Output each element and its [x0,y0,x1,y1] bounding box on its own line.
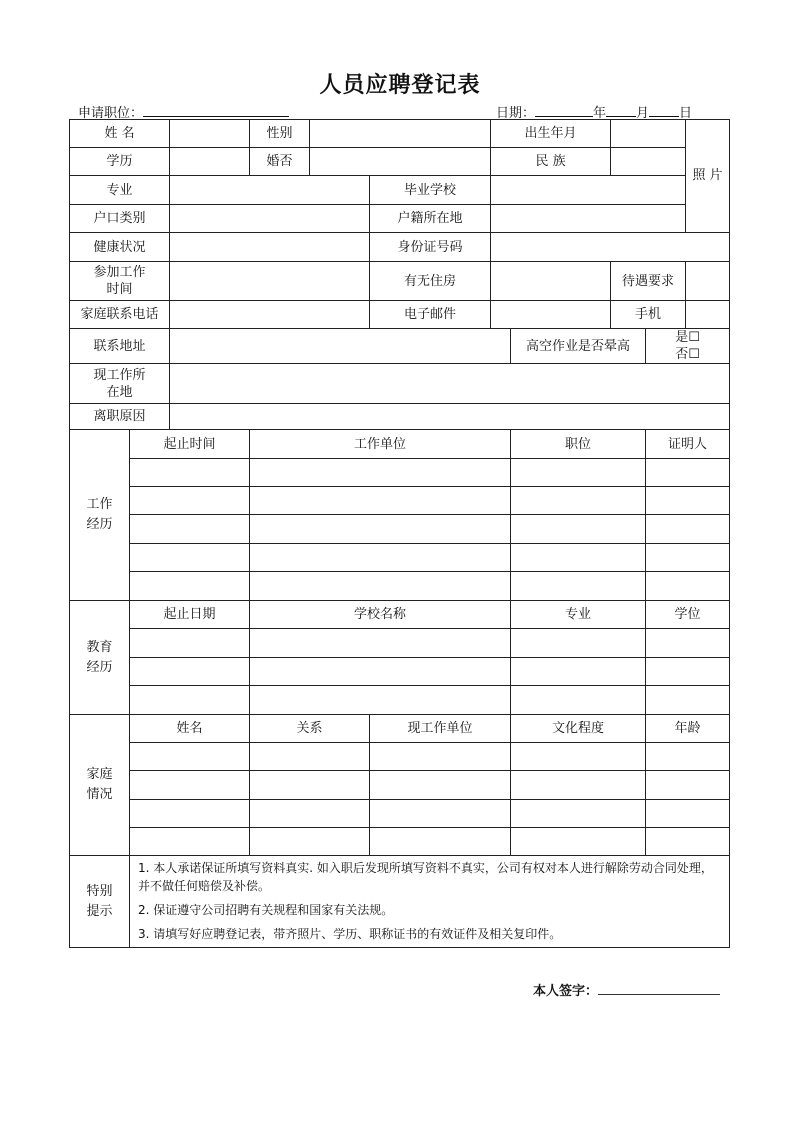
housing-label: 有无住房 [370,262,491,301]
edu-major-cell[interactable] [511,629,646,658]
work-header-referee: 证明人 [646,430,730,459]
gender-label: 性别 [250,120,310,148]
work-header-position: 职位 [511,430,646,459]
acrophobia-no-checkbox[interactable]: 否☐ [675,347,700,362]
row-health [70,233,730,262]
row-education [70,148,730,176]
edu-degree-cell[interactable] [646,686,730,715]
edu-school-cell[interactable] [250,686,511,715]
work-period-cell[interactable] [130,544,250,572]
name-label: 姓 名 [70,120,170,148]
birth-input-cell[interactable] [611,120,686,148]
row-family-phone [70,301,730,329]
row-leave-reason [70,404,730,430]
family-employer-cell[interactable] [370,828,511,856]
work-position-cell[interactable] [511,572,646,601]
marital-label: 婚否 [250,148,310,176]
family-age-cell[interactable] [646,800,730,828]
work-position-cell[interactable] [511,487,646,515]
work-header-employer: 工作单位 [250,430,511,459]
family-row [70,828,730,856]
family-education-cell[interactable] [511,771,646,800]
current-location-label-line2: 在地 [106,384,133,400]
edu-header-row [70,601,730,629]
major-label: 专业 [70,176,170,205]
work-employer-cell[interactable] [250,487,511,515]
notes-label-line1: 特别 [86,883,113,899]
family-age-cell[interactable] [646,828,730,856]
address-input-cell[interactable] [170,329,511,364]
ethnicity-label: 民 族 [491,148,611,176]
family-employer-cell[interactable] [370,800,511,828]
work-row [70,459,730,487]
notes-content [130,856,730,948]
family-header-name: 姓名 [130,715,250,743]
edu-major-cell[interactable] [511,686,646,715]
work-label-line1: 工作 [86,497,113,512]
work-employer-cell[interactable] [250,515,511,544]
family-name-cell[interactable] [130,800,250,828]
edu-row [70,658,730,686]
edu-period-cell[interactable] [130,629,250,658]
work-referee-cell[interactable] [646,487,730,515]
family-relation-cell[interactable] [250,828,370,856]
current-location-label-line1: 现工作所 [93,367,146,383]
family-name-cell[interactable] [130,771,250,800]
edu-section-label [70,601,130,715]
edu-degree-cell[interactable] [646,629,730,658]
work-referee-cell[interactable] [646,544,730,572]
notes-section-label [70,856,130,948]
salary-req-input-cell[interactable] [686,262,730,301]
year-blank[interactable] [535,103,593,117]
family-employer-cell[interactable] [370,771,511,800]
family-header-age: 年龄 [646,715,730,743]
work-period-cell[interactable] [130,459,250,487]
school-label: 毕业学校 [370,176,491,205]
hukou-type-input-cell[interactable] [170,205,370,233]
edu-label-line2: 经历 [86,659,113,675]
work-row [70,515,730,544]
family-phone-input-cell[interactable] [170,301,370,329]
family-section-label [70,715,130,856]
work-start-input-cell[interactable] [170,262,370,301]
leave-reason-input-cell[interactable] [170,404,730,430]
edu-row [70,629,730,658]
acrophobia-label: 高空作业是否晕高 [511,329,646,364]
family-employer-cell[interactable] [370,743,511,771]
position-label: 申请职位： [78,106,144,121]
row-work-start [70,262,730,301]
photo-cell[interactable]: 照 片 [686,120,730,233]
application-form-table [69,119,730,948]
address-label: 联系地址 [70,329,170,364]
work-period-cell[interactable] [130,515,250,544]
mobile-label: 手机 [611,301,686,329]
work-position-cell[interactable] [511,544,646,572]
date-label: 日期： [496,106,536,121]
name-input-cell[interactable] [170,120,250,148]
work-referee-cell[interactable] [646,459,730,487]
gender-input-cell[interactable] [310,120,491,148]
edu-period-cell[interactable] [130,686,250,715]
day-blank[interactable] [649,103,679,117]
edu-school-cell[interactable] [250,629,511,658]
work-period-cell[interactable] [130,572,250,601]
edu-header-degree: 学位 [646,601,730,629]
family-relation-cell[interactable] [250,771,370,800]
acrophobia-choice-cell [646,329,730,364]
signature-blank[interactable] [598,981,720,995]
work-employer-cell[interactable] [250,459,511,487]
email-label: 电子邮件 [370,301,491,329]
month-blank[interactable] [606,103,636,117]
acrophobia-yes-checkbox[interactable]: 是☐ [675,330,700,345]
id-number-input-cell[interactable] [491,233,730,262]
current-location-input-cell[interactable] [170,364,730,404]
form-title: 人员应聘登记表 [319,73,481,98]
work-start-label-line2: 时间 [106,282,133,297]
family-age-cell[interactable] [646,743,730,771]
work-employer-cell[interactable] [250,572,511,601]
leave-reason-label: 离职原因 [70,404,170,430]
family-relation-cell[interactable] [250,743,370,771]
family-row [70,743,730,771]
family-education-cell[interactable] [511,800,646,828]
marital-input-cell[interactable] [310,148,491,176]
health-input-cell[interactable] [170,233,370,262]
housing-input-cell[interactable] [491,262,611,301]
family-label-line2: 情况 [86,787,113,802]
family-row [70,800,730,828]
family-name-cell[interactable] [130,743,250,771]
family-row [70,771,730,800]
edu-period-cell[interactable] [130,658,250,686]
row-hukou [70,205,730,233]
work-header-row [70,430,730,459]
row-name [70,120,730,148]
work-label-line2: 经历 [86,517,113,532]
id-number-label: 身份证号码 [370,233,491,262]
work-row [70,572,730,601]
notes-label-line2: 提示 [86,903,113,919]
edu-degree-cell[interactable] [646,658,730,686]
work-referee-cell[interactable] [646,515,730,544]
work-referee-cell[interactable] [646,572,730,601]
salary-req-label: 待遇要求 [611,262,686,301]
family-header-employer: 现工作单位 [370,715,511,743]
work-position-cell[interactable] [511,459,646,487]
ethnicity-input-cell[interactable] [611,148,686,176]
school-input-cell[interactable] [491,176,686,205]
note-item-3: 3. 请填写好应聘登记表，带齐照片、学历、职称证书的有效证件及相关复印件。 [138,927,562,941]
family-education-cell[interactable] [511,743,646,771]
family-education-cell[interactable] [511,828,646,856]
family-age-cell[interactable] [646,771,730,800]
note-item-1: 1. 本人承诺保证所填写资料真实. 如入职后发现所填写资料不真实，公司有权对本人进行解除劳动合同处理，并不做任何赔偿及补偿。 [138,861,713,893]
family-name-cell[interactable] [130,828,250,856]
work-employer-cell[interactable] [250,544,511,572]
year-label: 年 [593,106,607,121]
hukou-place-label: 户籍所在地 [370,205,491,233]
health-label: 健康状况 [70,233,170,262]
hukou-type-label: 户口类别 [70,205,170,233]
signature-label: 本人签字： [533,984,599,999]
work-start-label-line1: 参加工作 [93,265,146,280]
note-item-2: 2. 保证遵守公司招聘有关规程和国家有关法规。 [138,903,394,917]
edu-header-school: 学校名称 [250,601,511,629]
work-position-cell[interactable] [511,515,646,544]
position-blank[interactable] [143,103,289,117]
edu-header-major: 专业 [511,601,646,629]
row-major [70,176,730,205]
edu-major-cell[interactable] [511,658,646,686]
email-input-cell[interactable] [491,301,611,329]
current-location-label [70,364,170,404]
work-header-period: 起止时间 [130,430,250,459]
edu-row [70,686,730,715]
mobile-input-cell[interactable] [686,301,730,329]
family-phone-label: 家庭联系电话 [70,301,170,329]
edu-header-period: 起止日期 [130,601,250,629]
month-label: 月 [636,106,650,121]
work-section-label [70,430,130,601]
day-label: 日 [679,106,693,121]
signature-field[interactable] [533,980,720,999]
family-header-relation: 关系 [250,715,370,743]
family-relation-cell[interactable] [250,800,370,828]
family-header-row [70,715,730,743]
hukou-place-input-cell[interactable] [491,205,686,233]
edu-school-cell[interactable] [250,658,511,686]
education-input-cell[interactable] [170,148,250,176]
row-current-location [70,364,730,404]
row-address [70,329,730,364]
work-row [70,487,730,515]
birth-label: 出生年月 [491,120,611,148]
work-start-label [70,262,170,301]
family-header-education: 文化程度 [511,715,646,743]
work-period-cell[interactable] [130,487,250,515]
major-input-cell[interactable] [170,176,370,205]
work-row [70,544,730,572]
notes-row [70,856,730,948]
edu-label-line1: 教育 [86,639,113,655]
family-label-line1: 家庭 [86,767,113,782]
education-label: 学历 [70,148,170,176]
